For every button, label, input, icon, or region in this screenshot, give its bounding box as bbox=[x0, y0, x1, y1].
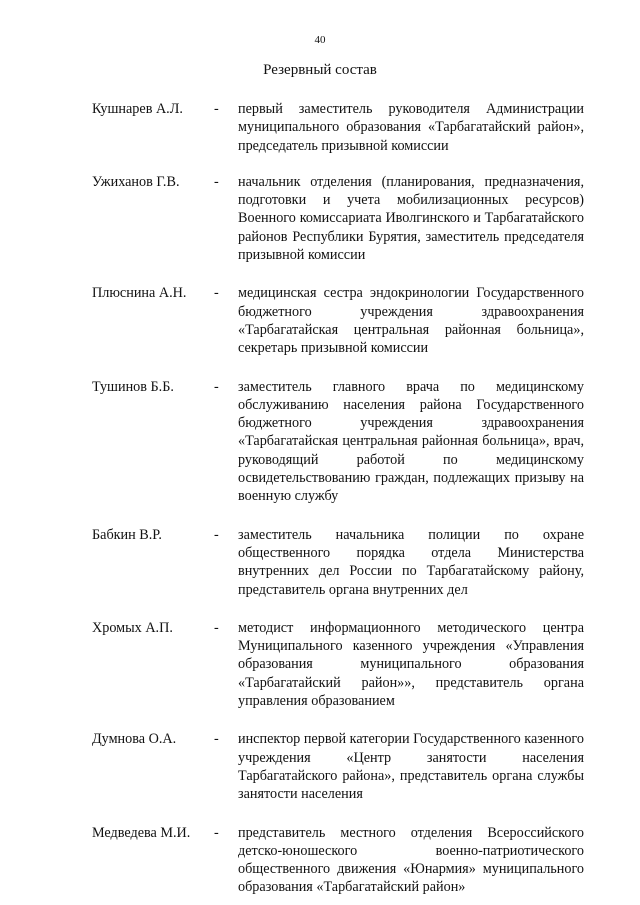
member-name: Хромых А.П. bbox=[92, 619, 173, 636]
member-name: Думнова О.А. bbox=[92, 731, 177, 748]
member-name: Плюснина А.Н. bbox=[92, 285, 187, 302]
member-dash: - bbox=[214, 285, 219, 302]
member-dash: - bbox=[214, 731, 219, 748]
member-dash: - bbox=[214, 619, 219, 636]
member-entry-1 bbox=[92, 100, 584, 155]
member-description: инспектор первой категории Государственного казенного учреждения «Центр занятости населения Тарбагатайского района», представитель органа службы занятости населения bbox=[238, 731, 584, 803]
member-entry-4 bbox=[92, 378, 584, 506]
member-entry-6 bbox=[92, 619, 584, 710]
member-description: медицинская сестра эндокринологии Государственного бюджетного учреждения здравоохранения «Тарбагатайская центральная районная больница», секретарь призывной комиссии bbox=[238, 285, 584, 357]
member-entry-8 bbox=[92, 824, 584, 897]
member-dash: - bbox=[214, 526, 219, 543]
member-name: Бабкин В.Р. bbox=[92, 526, 162, 543]
member-entry-3 bbox=[92, 284, 584, 357]
member-list bbox=[92, 100, 584, 897]
member-entry-5 bbox=[92, 526, 584, 599]
page-number: 40 bbox=[314, 34, 326, 46]
section-title: Резервный состав bbox=[263, 62, 377, 78]
member-name: Ужиханов Г.В. bbox=[92, 173, 180, 190]
member-description: представитель местного отделения Всероссийского детско-юношеского военно-патриотического общественного движения «Юнармия» муниципального образования «Тарбагатайский район» bbox=[238, 824, 584, 896]
member-description: заместитель начальника полиции по охране общественного порядка отдела Министерства внутренних дел России по Тарбагатайскому району, представитель органа внутренних дел bbox=[238, 526, 584, 598]
member-name: Тушинов Б.Б. bbox=[92, 378, 174, 395]
member-description: первый заместитель руководителя Администрации муниципального образования «Тарбагатайский район», председатель призывной комиссии bbox=[238, 101, 584, 154]
member-entry-2 bbox=[92, 173, 584, 264]
member-description: методист информационного методического центра Муниципального казенного учреждения «Управления образования муниципального образования «Тарбагатайский район»», представитель органа управления образованием bbox=[238, 619, 584, 710]
member-dash: - bbox=[214, 173, 219, 190]
member-name: Медведева М.И. bbox=[92, 824, 191, 841]
member-entry-7 bbox=[92, 730, 584, 803]
member-dash: - bbox=[214, 378, 219, 395]
member-description: начальник отделения (планирования, предназначения, подготовки и учета мобилизационных ресурсов) Военного комиссариата Иволгинского и Тарбагатайского районов Республики Бурятия, заместитель председателя призывной комиссии bbox=[238, 173, 584, 264]
member-name: Кушнарев А.Л. bbox=[92, 101, 183, 117]
member-description: заместитель главного врача по медицинскому обслуживанию населения района Государственного бюджетного учреждения здравоохранения «Тарбагатайская центральная районная больница», врач, руководящий работой по медицинскому освидетельствованию граждан, подлежащих призыву на военную службу bbox=[238, 378, 584, 505]
member-dash: - bbox=[214, 824, 219, 841]
member-dash: - bbox=[214, 101, 219, 117]
